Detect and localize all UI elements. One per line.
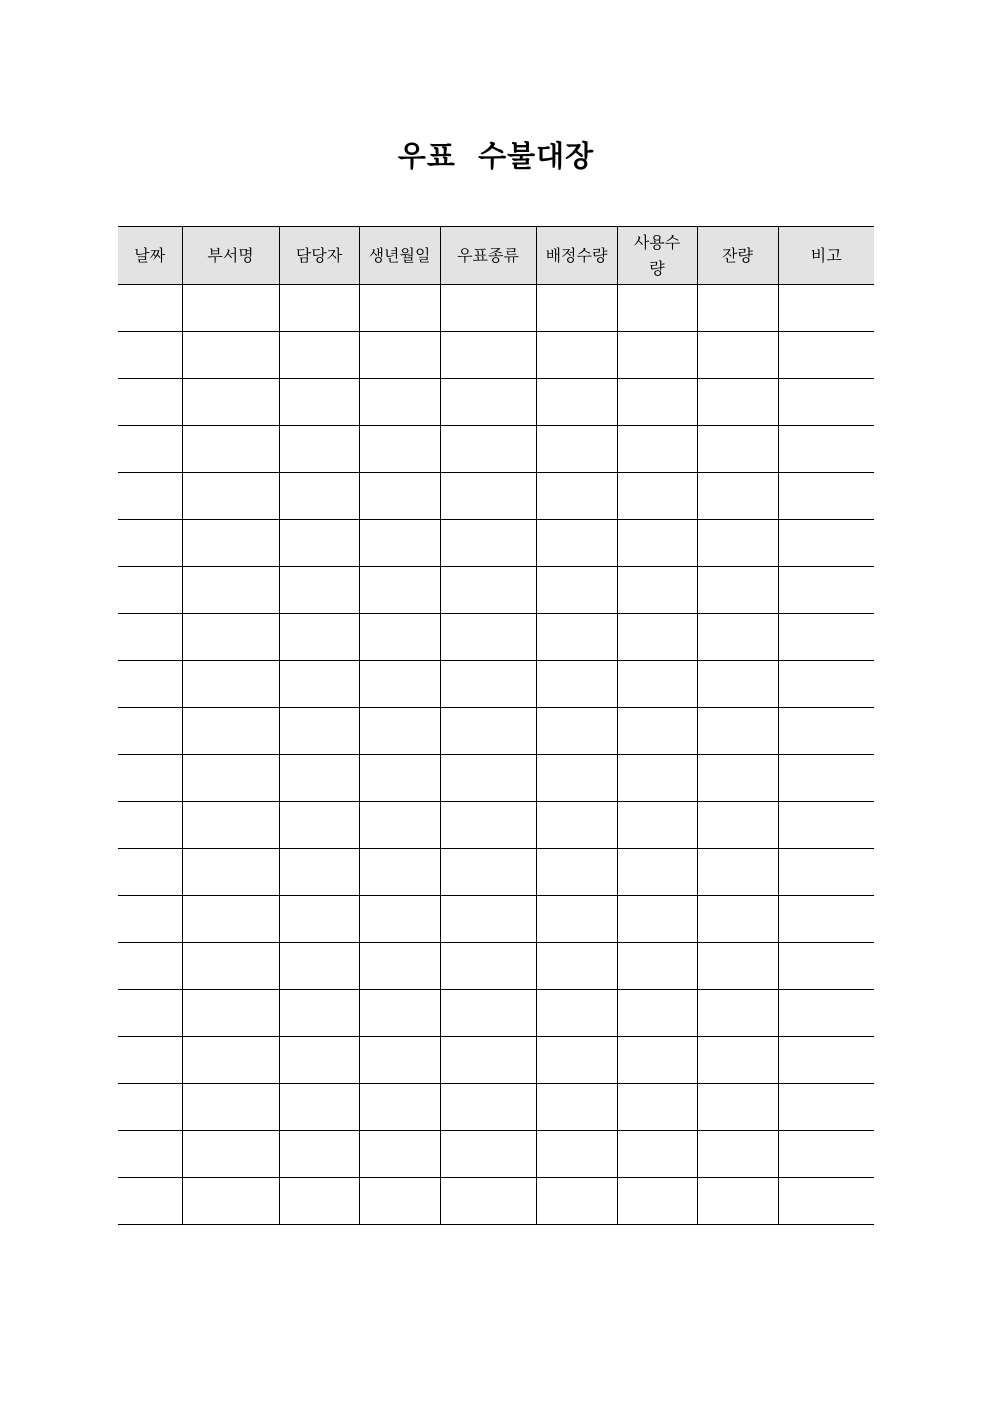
cell-allocated-qty[interactable] <box>536 849 617 896</box>
cell-stamp-type[interactable] <box>440 567 536 614</box>
cell-used-qty[interactable] <box>617 614 697 661</box>
cell-remarks[interactable] <box>778 708 874 755</box>
cell-birthdate[interactable] <box>359 943 440 990</box>
cell-manager[interactable] <box>279 614 359 661</box>
cell-department[interactable] <box>182 473 279 520</box>
cell-department[interactable] <box>182 426 279 473</box>
table-row <box>118 1037 874 1084</box>
table-row <box>118 567 874 614</box>
cell-date[interactable] <box>118 520 182 567</box>
cell-used-qty[interactable] <box>617 802 697 849</box>
cell-remaining[interactable] <box>697 614 778 661</box>
cell-manager[interactable] <box>279 755 359 802</box>
cell-birthdate[interactable] <box>359 520 440 567</box>
cell-department[interactable] <box>182 332 279 379</box>
cell-allocated-qty[interactable] <box>536 755 617 802</box>
table-row <box>118 990 874 1037</box>
table-row <box>118 1178 874 1225</box>
cell-manager[interactable] <box>279 943 359 990</box>
cell-birthdate[interactable] <box>359 1178 440 1225</box>
cell-allocated-qty[interactable] <box>536 896 617 943</box>
cell-allocated-qty[interactable] <box>536 1084 617 1131</box>
cell-remarks[interactable] <box>778 990 874 1037</box>
cell-used-qty[interactable] <box>617 990 697 1037</box>
cell-department[interactable] <box>182 567 279 614</box>
table-body <box>118 285 874 1225</box>
cell-remarks[interactable] <box>778 1084 874 1131</box>
cell-birthdate[interactable] <box>359 332 440 379</box>
cell-used-qty[interactable] <box>617 379 697 426</box>
cell-allocated-qty[interactable] <box>536 943 617 990</box>
cell-birthdate[interactable] <box>359 473 440 520</box>
cell-remarks[interactable] <box>778 755 874 802</box>
cell-date[interactable] <box>118 1131 182 1178</box>
cell-remaining[interactable] <box>697 1131 778 1178</box>
cell-manager[interactable] <box>279 1178 359 1225</box>
cell-used-qty[interactable] <box>617 755 697 802</box>
cell-date[interactable] <box>118 567 182 614</box>
cell-allocated-qty[interactable] <box>536 567 617 614</box>
cell-date[interactable] <box>118 426 182 473</box>
table-row <box>118 1084 874 1131</box>
cell-manager[interactable] <box>279 332 359 379</box>
cell-remarks[interactable] <box>778 661 874 708</box>
cell-stamp-type[interactable] <box>440 473 536 520</box>
cell-remarks[interactable] <box>778 943 874 990</box>
table-row <box>118 896 874 943</box>
cell-remarks[interactable] <box>778 473 874 520</box>
cell-birthdate[interactable] <box>359 849 440 896</box>
column-header-birthdate: 생년월일 <box>359 227 440 285</box>
cell-used-qty[interactable] <box>617 708 697 755</box>
cell-remarks[interactable] <box>778 1178 874 1225</box>
cell-remaining[interactable] <box>697 285 778 332</box>
column-header-stamp-type: 우표종류 <box>440 227 536 285</box>
cell-stamp-type[interactable] <box>440 614 536 661</box>
cell-department[interactable] <box>182 849 279 896</box>
cell-stamp-type[interactable] <box>440 661 536 708</box>
cell-stamp-type[interactable] <box>440 849 536 896</box>
cell-department[interactable] <box>182 802 279 849</box>
cell-birthdate[interactable] <box>359 1131 440 1178</box>
cell-remarks[interactable] <box>778 379 874 426</box>
table-row <box>118 943 874 990</box>
table-row <box>118 614 874 661</box>
cell-remaining[interactable] <box>697 661 778 708</box>
cell-manager[interactable] <box>279 567 359 614</box>
cell-used-qty[interactable] <box>617 896 697 943</box>
cell-remaining[interactable] <box>697 426 778 473</box>
cell-manager[interactable] <box>279 661 359 708</box>
cell-stamp-type[interactable] <box>440 755 536 802</box>
cell-birthdate[interactable] <box>359 896 440 943</box>
cell-manager[interactable] <box>279 1084 359 1131</box>
cell-stamp-type[interactable] <box>440 426 536 473</box>
cell-date[interactable] <box>118 473 182 520</box>
cell-remaining[interactable] <box>697 332 778 379</box>
cell-remarks[interactable] <box>778 1037 874 1084</box>
cell-remarks[interactable] <box>778 285 874 332</box>
cell-manager[interactable] <box>279 990 359 1037</box>
cell-date[interactable] <box>118 332 182 379</box>
cell-remaining[interactable] <box>697 755 778 802</box>
stamp-ledger-table <box>118 226 874 1225</box>
cell-remaining[interactable] <box>697 473 778 520</box>
table-row <box>118 379 874 426</box>
table-row <box>118 332 874 379</box>
table-header <box>118 227 874 285</box>
cell-manager[interactable] <box>279 896 359 943</box>
cell-allocated-qty[interactable] <box>536 614 617 661</box>
table-row <box>118 473 874 520</box>
cell-stamp-type[interactable] <box>440 943 536 990</box>
table-row <box>118 755 874 802</box>
cell-department[interactable] <box>182 1131 279 1178</box>
cell-remarks[interactable] <box>778 567 874 614</box>
table-row <box>118 849 874 896</box>
cell-used-qty[interactable] <box>617 1131 697 1178</box>
cell-birthdate[interactable] <box>359 285 440 332</box>
cell-stamp-type[interactable] <box>440 379 536 426</box>
cell-department[interactable] <box>182 285 279 332</box>
cell-department[interactable] <box>182 708 279 755</box>
cell-allocated-qty[interactable] <box>536 1178 617 1225</box>
cell-department[interactable] <box>182 1178 279 1225</box>
cell-allocated-qty[interactable] <box>536 1037 617 1084</box>
cell-allocated-qty[interactable] <box>536 426 617 473</box>
cell-date[interactable] <box>118 661 182 708</box>
cell-allocated-qty[interactable] <box>536 379 617 426</box>
cell-remaining[interactable] <box>697 1178 778 1225</box>
cell-used-qty[interactable] <box>617 1178 697 1225</box>
cell-allocated-qty[interactable] <box>536 708 617 755</box>
cell-date[interactable] <box>118 943 182 990</box>
cell-remarks[interactable] <box>778 896 874 943</box>
cell-remarks[interactable] <box>778 849 874 896</box>
cell-remarks[interactable] <box>778 1131 874 1178</box>
cell-stamp-type[interactable] <box>440 520 536 567</box>
cell-birthdate[interactable] <box>359 379 440 426</box>
cell-remarks[interactable] <box>778 332 874 379</box>
cell-remaining[interactable] <box>697 520 778 567</box>
cell-stamp-type[interactable] <box>440 332 536 379</box>
cell-used-qty[interactable] <box>617 567 697 614</box>
cell-department[interactable] <box>182 614 279 661</box>
document-title: 우표 수불대장 <box>397 139 595 173</box>
cell-allocated-qty[interactable] <box>536 1131 617 1178</box>
cell-department[interactable] <box>182 990 279 1037</box>
cell-allocated-qty[interactable] <box>536 473 617 520</box>
table-row <box>118 520 874 567</box>
table-row <box>118 708 874 755</box>
cell-department[interactable] <box>182 1084 279 1131</box>
header-row <box>118 227 874 285</box>
cell-manager[interactable] <box>279 473 359 520</box>
cell-department[interactable] <box>182 943 279 990</box>
cell-manager[interactable] <box>279 1037 359 1084</box>
cell-department[interactable] <box>182 1037 279 1084</box>
cell-used-qty[interactable] <box>617 1037 697 1084</box>
cell-remaining[interactable] <box>697 379 778 426</box>
column-header-used-qty: 사용수량 <box>617 227 697 285</box>
cell-birthdate[interactable] <box>359 661 440 708</box>
cell-stamp-type[interactable] <box>440 708 536 755</box>
cell-manager[interactable] <box>279 520 359 567</box>
cell-birthdate[interactable] <box>359 1037 440 1084</box>
cell-manager[interactable] <box>279 708 359 755</box>
cell-stamp-type[interactable] <box>440 1178 536 1225</box>
cell-birthdate[interactable] <box>359 802 440 849</box>
cell-stamp-type[interactable] <box>440 1131 536 1178</box>
column-header-allocated-qty: 배정수량 <box>536 227 617 285</box>
cell-manager[interactable] <box>279 802 359 849</box>
column-header-date: 날짜 <box>118 227 182 285</box>
cell-birthdate[interactable] <box>359 755 440 802</box>
cell-date[interactable] <box>118 1037 182 1084</box>
cell-manager[interactable] <box>279 285 359 332</box>
cell-stamp-type[interactable] <box>440 896 536 943</box>
cell-used-qty[interactable] <box>617 332 697 379</box>
cell-remaining[interactable] <box>697 567 778 614</box>
table-row <box>118 426 874 473</box>
cell-remaining[interactable] <box>697 802 778 849</box>
cell-used-qty[interactable] <box>617 473 697 520</box>
cell-remaining[interactable] <box>697 1084 778 1131</box>
table-row <box>118 1131 874 1178</box>
cell-department[interactable] <box>182 520 279 567</box>
table-row <box>118 285 874 332</box>
cell-used-qty[interactable] <box>617 661 697 708</box>
cell-department[interactable] <box>182 755 279 802</box>
cell-birthdate[interactable] <box>359 1084 440 1131</box>
column-header-department: 부서명 <box>182 227 279 285</box>
cell-stamp-type[interactable] <box>440 802 536 849</box>
cell-remarks[interactable] <box>778 426 874 473</box>
cell-birthdate[interactable] <box>359 567 440 614</box>
cell-date[interactable] <box>118 755 182 802</box>
cell-date[interactable] <box>118 708 182 755</box>
cell-department[interactable] <box>182 379 279 426</box>
cell-date[interactable] <box>118 896 182 943</box>
cell-remaining[interactable] <box>697 943 778 990</box>
cell-date[interactable] <box>118 990 182 1037</box>
table-row <box>118 802 874 849</box>
cell-remarks[interactable] <box>778 614 874 661</box>
cell-date[interactable] <box>118 1084 182 1131</box>
cell-date[interactable] <box>118 379 182 426</box>
cell-department[interactable] <box>182 896 279 943</box>
column-header-remarks: 비고 <box>778 227 874 285</box>
cell-allocated-qty[interactable] <box>536 802 617 849</box>
cell-allocated-qty[interactable] <box>536 661 617 708</box>
cell-remaining[interactable] <box>697 990 778 1037</box>
cell-remaining[interactable] <box>697 1037 778 1084</box>
cell-department[interactable] <box>182 661 279 708</box>
cell-allocated-qty[interactable] <box>536 520 617 567</box>
column-header-manager: 담당자 <box>279 227 359 285</box>
cell-manager[interactable] <box>279 426 359 473</box>
cell-remaining[interactable] <box>697 849 778 896</box>
cell-remaining[interactable] <box>697 708 778 755</box>
cell-birthdate[interactable] <box>359 990 440 1037</box>
cell-remaining[interactable] <box>697 896 778 943</box>
cell-date[interactable] <box>118 849 182 896</box>
cell-allocated-qty[interactable] <box>536 990 617 1037</box>
cell-birthdate[interactable] <box>359 426 440 473</box>
cell-used-qty[interactable] <box>617 426 697 473</box>
cell-stamp-type[interactable] <box>440 1037 536 1084</box>
cell-allocated-qty[interactable] <box>536 332 617 379</box>
cell-date[interactable] <box>118 614 182 661</box>
cell-manager[interactable] <box>279 1131 359 1178</box>
cell-manager[interactable] <box>279 849 359 896</box>
cell-birthdate[interactable] <box>359 708 440 755</box>
cell-used-qty[interactable] <box>617 285 697 332</box>
cell-used-qty[interactable] <box>617 943 697 990</box>
cell-used-qty[interactable] <box>617 849 697 896</box>
cell-remarks[interactable] <box>778 802 874 849</box>
column-header-remaining: 잔량 <box>697 227 778 285</box>
cell-used-qty[interactable] <box>617 1084 697 1131</box>
cell-stamp-type[interactable] <box>440 990 536 1037</box>
cell-used-qty[interactable] <box>617 520 697 567</box>
cell-date[interactable] <box>118 285 182 332</box>
cell-allocated-qty[interactable] <box>536 285 617 332</box>
cell-remarks[interactable] <box>778 520 874 567</box>
cell-manager[interactable] <box>279 379 359 426</box>
cell-birthdate[interactable] <box>359 614 440 661</box>
cell-date[interactable] <box>118 802 182 849</box>
cell-stamp-type[interactable] <box>440 285 536 332</box>
table-row <box>118 661 874 708</box>
cell-stamp-type[interactable] <box>440 1084 536 1131</box>
cell-date[interactable] <box>118 1178 182 1225</box>
